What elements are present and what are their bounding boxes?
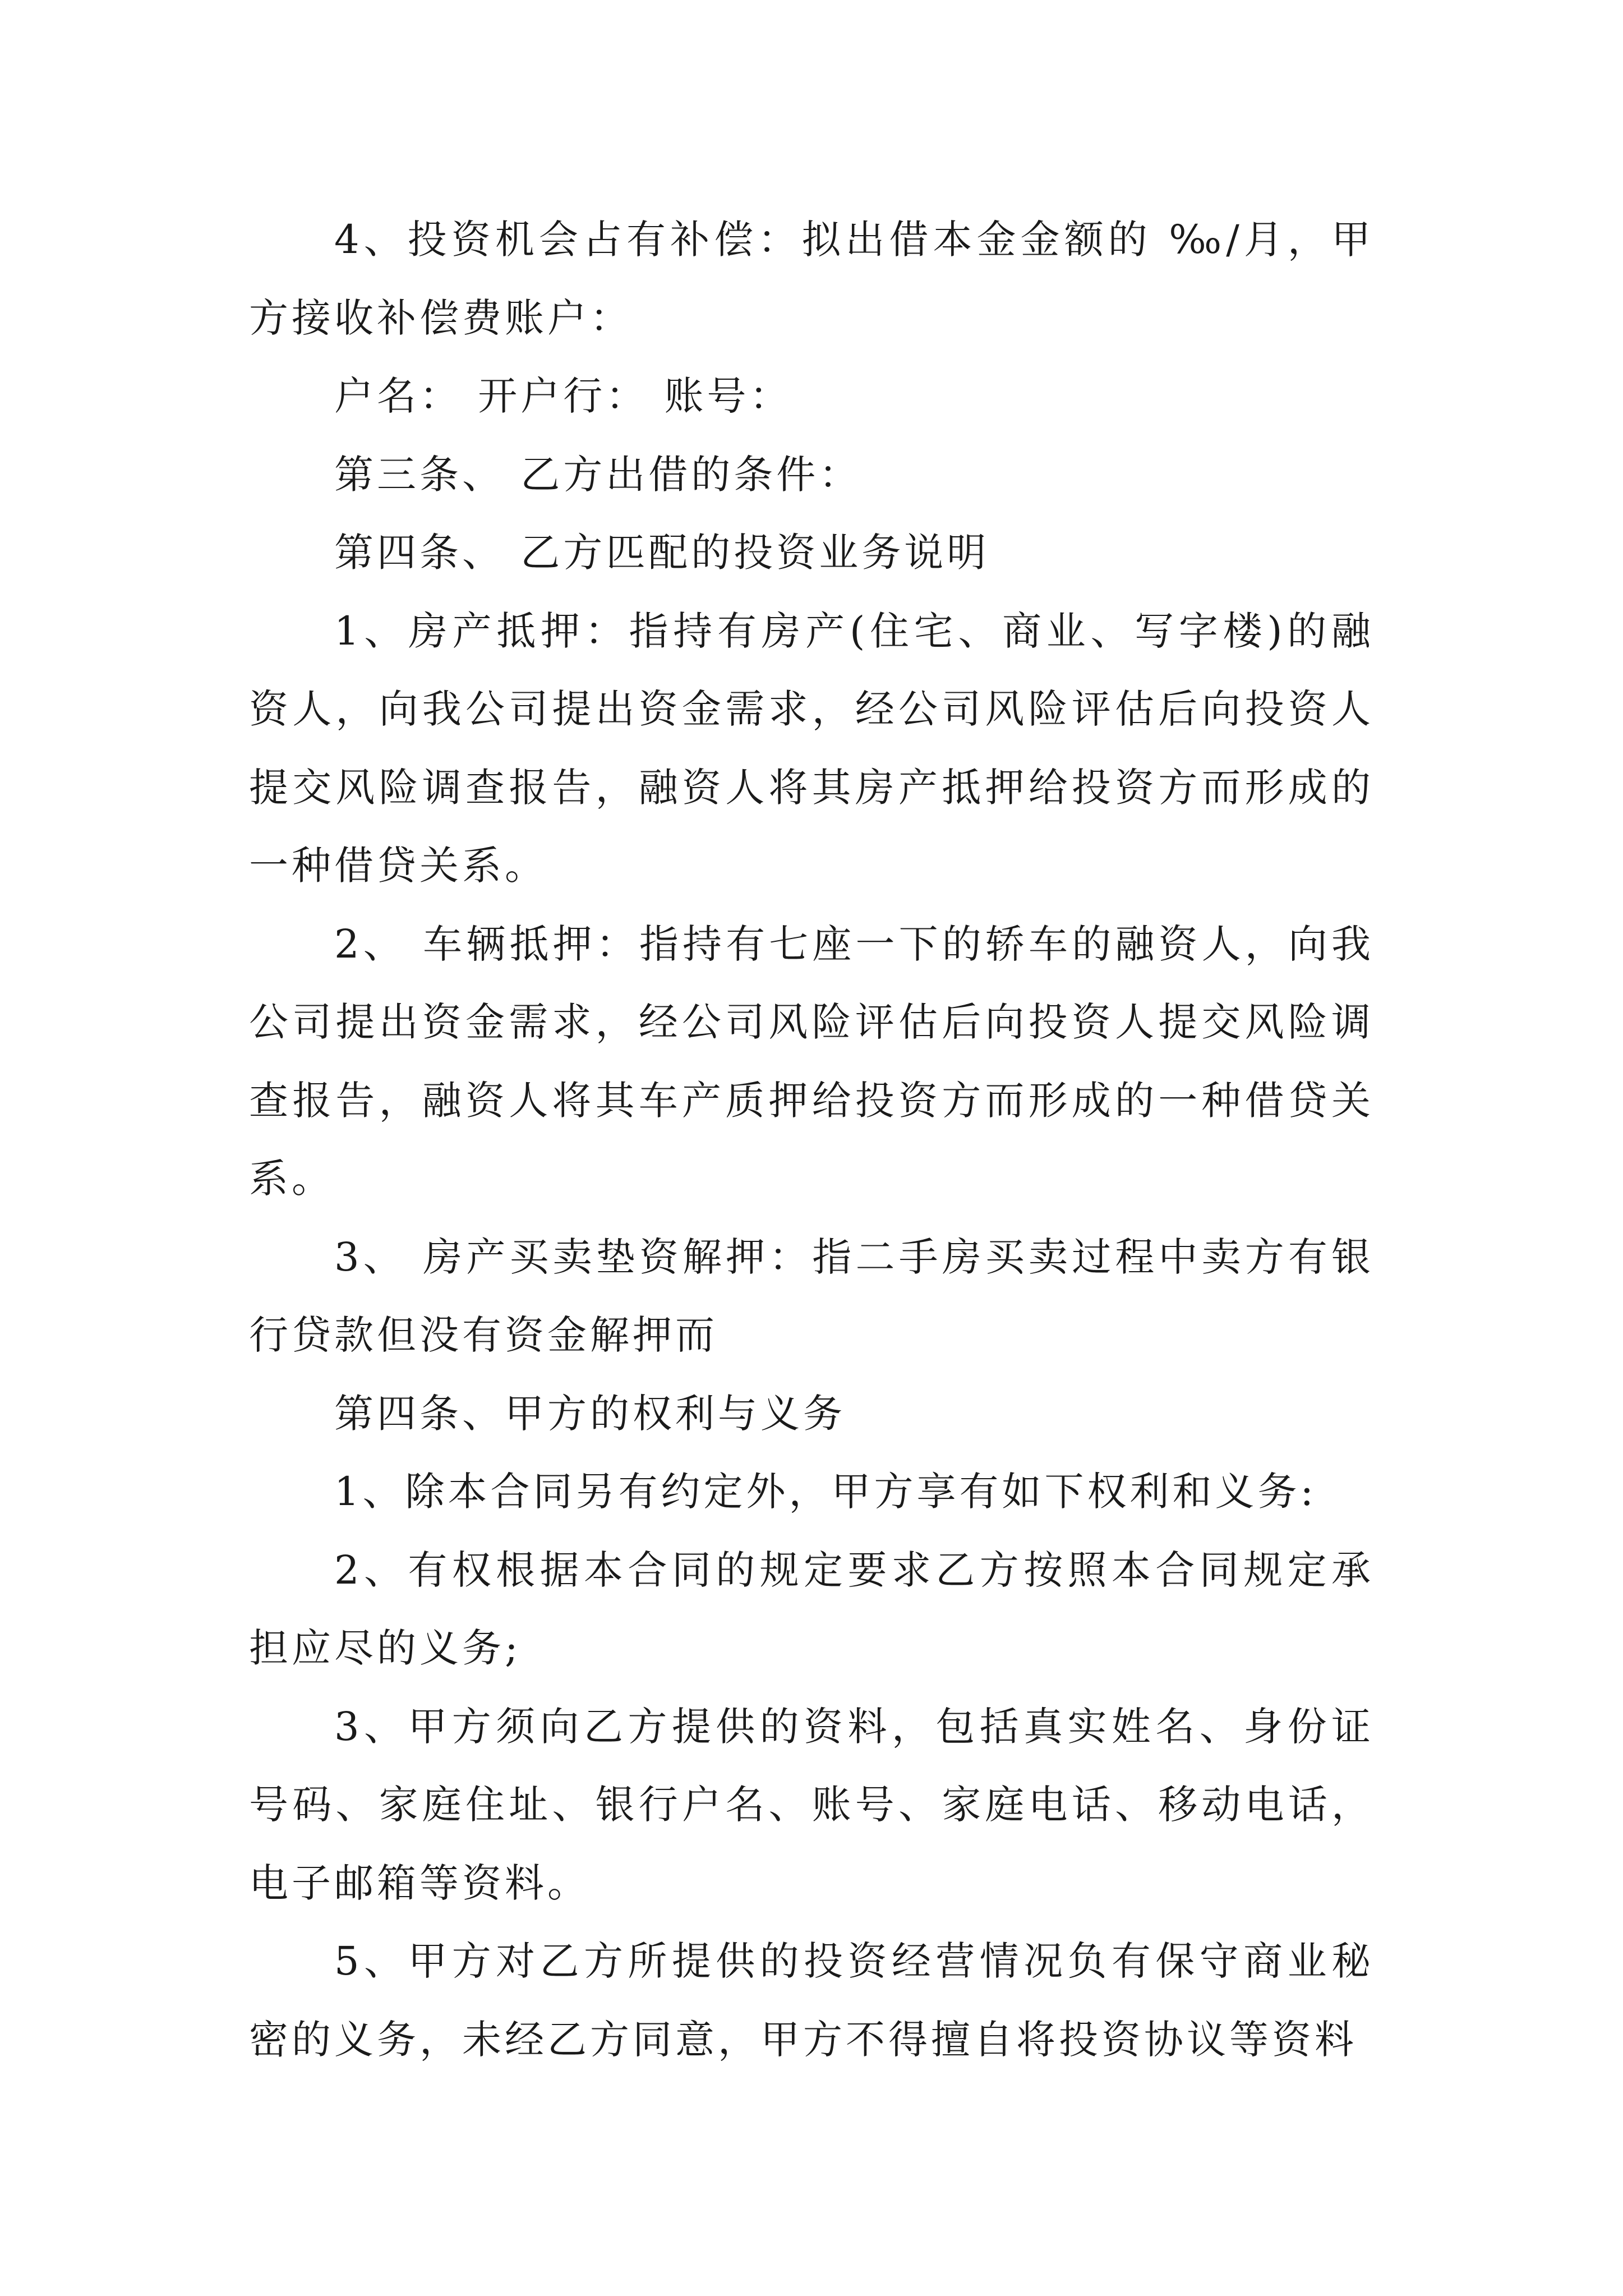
- paragraph-party-a-rights-heading: 第四条、甲方的权利与义务: [334, 1390, 846, 1437]
- paragraph-property-mortgage: 1、房产抵押：指持有房产(住宅、商业、写字楼)的融资人，向我公司提出资金需求，经公司风险评估后向投资人提交风险调查报告，融资人将其房产抵押给投资方而形成的一种借贷关系。: [249, 608, 1374, 889]
- paragraph-party-a-clause-5: 5、甲方对乙方所提供的投资经营情况负有保守商业秘密的义务，未经乙方同意，甲方不得擅自将投资协议等资料: [249, 1938, 1374, 2063]
- paragraph-party-a-clause-2: 2、有权根据本合同的规定要求乙方按照本合同规定承担应尽的义务;: [249, 1547, 1374, 1671]
- paragraph-party-a-clause-1: 1、除本合同另有约定外，甲方享有如下权利和义务:: [334, 1469, 1317, 1515]
- paragraph-article-4-heading: 第四条、 乙方匹配的投资业务说明: [334, 530, 990, 576]
- paragraph-account-fields: 户名： 开户行： 账号：: [334, 373, 792, 419]
- paragraph-investment-compensation: 4、投资机会占有补偿：拟出借本金金额的 ‰/月，甲方接收补偿费账户：: [249, 217, 1374, 341]
- contract-body: [249, 201, 1374, 2079]
- paragraph-party-a-clause-3: 3、甲方须向乙方提供的资料，包括真实姓名、身份证号码、家庭住址、银行户名、账号、家庭电话、移动电话，电子邮箱等资料。: [249, 1703, 1374, 1906]
- paragraph-property-bridge-loan: 3、 房产买卖垫资解押：指二手房买卖过程中卖方有银行贷款但没有资金解押而: [249, 1234, 1374, 1358]
- paragraph-article-3-heading: 第三条、 乙方出借的条件：: [334, 451, 862, 498]
- paragraph-vehicle-mortgage: 2、 车辆抵押：指持有七座一下的轿车的融资人，向我公司提出资金需求，经公司风险评估后向投资人提交风险调查报告，融资人将其车产质押给投资方而形成的一种借贷关系。: [249, 921, 1374, 1202]
